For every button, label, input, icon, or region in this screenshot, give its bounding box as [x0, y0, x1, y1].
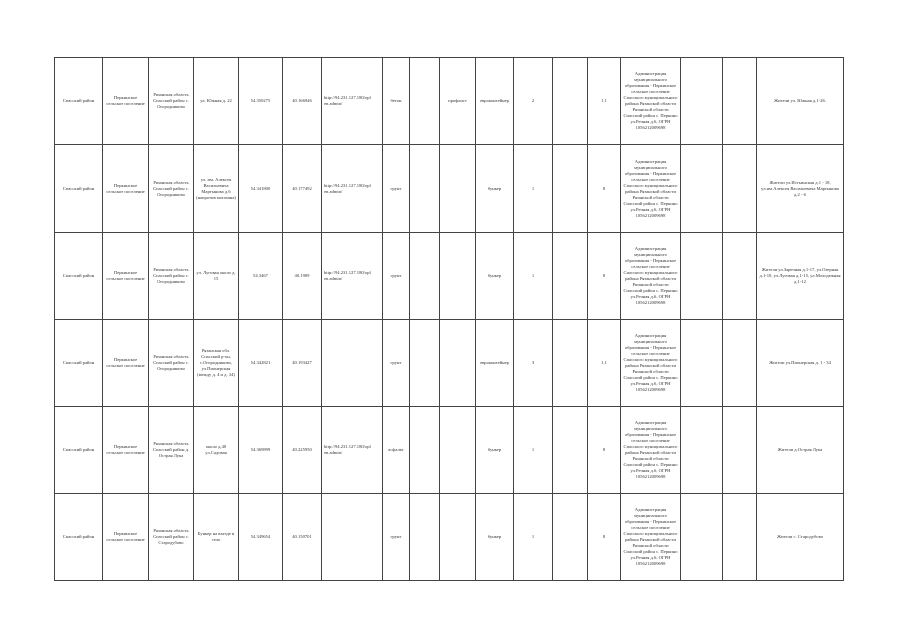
container-count-cell: 3 — [514, 320, 553, 407]
district-cell: Спасский район — [55, 407, 103, 494]
waste-sources-cell: Жители ул.Заречная д.1-17, ул.Озерная д.1-10, ул.Луговая д.1-15, ул.Молодежная д.1-12 — [757, 233, 844, 320]
table-row — [55, 494, 844, 581]
settlement-cell: Перкинское сельское поселение — [103, 58, 149, 145]
map-link-cell[interactable]: http://94.231.127.180/opl en.admin/ — [322, 233, 383, 320]
settlement-cell: Перкинское сельское поселение — [103, 494, 149, 581]
empty-cell — [681, 233, 723, 320]
empty-cell — [410, 145, 440, 233]
empty-cell — [410, 58, 440, 145]
empty-cell — [553, 320, 588, 407]
district-cell: Спасский район — [55, 58, 103, 145]
longitude-cell: 40.193427 — [283, 320, 322, 407]
container-type-cell: бункер — [476, 233, 514, 320]
longitude-cell: 40.166946 — [283, 58, 322, 145]
latitude-cell: 54.341800 — [239, 145, 283, 233]
container-count-cell: 1 — [514, 407, 553, 494]
container-count-cell: 1 — [514, 145, 553, 233]
empty-cell — [410, 494, 440, 581]
longitude-cell: 40.225950 — [283, 407, 322, 494]
empty-cell — [681, 494, 723, 581]
owner-cell: Администрация муниципального образования - Перкинское сельское поселение Спасского муниципального района Рязанской области Рязанской области Спасский район с. Перкино ул.Речная д.6, ОГРН 1056212009698 — [621, 407, 681, 494]
locality-cell: Рязанская область Спасский район с. Стародубово — [149, 494, 194, 581]
empty-cell — [553, 58, 588, 145]
empty-cell — [410, 233, 440, 320]
waste-sources-cell: Жители ул.Истьинская д.1 - 18, ул.им.Алексея Васильевича Мартынова д.2 - 6 — [757, 145, 844, 233]
table-row — [55, 407, 844, 494]
empty-cell — [723, 145, 757, 233]
empty-cell — [723, 407, 757, 494]
map-link-cell[interactable] — [322, 320, 383, 407]
container-type-cell: бункер — [476, 494, 514, 581]
owner-cell: Администрация муниципального образования - Перкинское сельское поселение Спасского муниципального района Рязанской области Рязанской области Спасский район с. Перкино ул.Речная д.6, ОГРН 1056212009698 — [621, 145, 681, 233]
waste-sources-cell: Жители ул.Пионерская д. 1 - 34 — [757, 320, 844, 407]
locality-cell: Рязанская область Спасский район с. Огородниково — [149, 233, 194, 320]
empty-cell — [553, 494, 588, 581]
map-link-cell[interactable]: http://94.231.127.180/opl en.admin/ — [322, 145, 383, 233]
latitude-cell: 54.350275 — [239, 58, 283, 145]
empty-cell — [410, 320, 440, 407]
longitude-cell: 40.150701 — [283, 494, 322, 581]
owner-cell: Администрация муниципального образования - Перкинское сельское поселение Спасского муниципального района Рязанской области Рязанской области Спасский район с. Перкино ул.Речная д.6, ОГРН 1056212009698 — [621, 58, 681, 145]
locality-cell: Рязанская область Спасский район д. Острая Лука — [149, 407, 194, 494]
surface-cell: бетон — [383, 58, 410, 145]
waste-sources-cell: Жители ул. Южная д.1-26. — [757, 58, 844, 145]
district-cell: Спасский район — [55, 320, 103, 407]
surface-cell: грунт — [383, 320, 410, 407]
container-type-cell: евроконтейнер — [476, 320, 514, 407]
settlement-cell: Перкинское сельское поселение — [103, 145, 149, 233]
settlement-cell: Перкинское сельское поселение — [103, 407, 149, 494]
empty-cell — [681, 407, 723, 494]
empty-cell — [723, 494, 757, 581]
map-link-cell[interactable]: http://94.231.127.180/opl en.admin/ — [322, 58, 383, 145]
container-type-cell: евроконтейнер — [476, 58, 514, 145]
table-row — [55, 233, 844, 320]
settlement-cell: Перкинское сельское поселение — [103, 233, 149, 320]
container-count-cell: 2 — [514, 58, 553, 145]
street-cell: Рязанская обл. Спасский р-он, с.Огородниково, ул.Пионерская (между д. 4 и д. 34) — [194, 320, 239, 407]
settlement-cell: Перкинское сельское поселение — [103, 320, 149, 407]
empty-cell — [410, 407, 440, 494]
container-volume-cell: 1.1 — [588, 58, 621, 145]
container-count-cell: 1 — [514, 494, 553, 581]
fence-cell — [440, 320, 476, 407]
longitude-cell: 40.177492 — [283, 145, 322, 233]
fence-cell — [440, 233, 476, 320]
empty-cell — [681, 58, 723, 145]
street-cell: Бункер на въезде в село — [194, 494, 239, 581]
container-count-cell: 1 — [514, 233, 553, 320]
latitude-cell: 54.3467 — [239, 233, 283, 320]
table-row — [55, 145, 844, 233]
locality-cell: Рязанская область Спасский район с. Огородниково — [149, 145, 194, 233]
empty-cell — [553, 407, 588, 494]
longitude-cell: 40.1909 — [283, 233, 322, 320]
fence-cell — [440, 494, 476, 581]
surface-cell: грунт — [383, 494, 410, 581]
street-cell: около д.40 ул.Садовая — [194, 407, 239, 494]
container-volume-cell: 8 — [588, 233, 621, 320]
latitude-cell: 54.349654 — [239, 494, 283, 581]
street-cell: ул. Южная д. 22 — [194, 58, 239, 145]
container-volume-cell: 8 — [588, 145, 621, 233]
surface-cell: асфальт — [383, 407, 410, 494]
map-link-cell[interactable]: http://94.231.127.180/opl en.admin/ — [322, 407, 383, 494]
container-volume-cell: 1.1 — [588, 320, 621, 407]
street-cell: ул. им. Алексея Васильевича Мартынова д.6 (напротив магазина) — [194, 145, 239, 233]
street-cell: ул. Луговая около д. 15 — [194, 233, 239, 320]
empty-cell — [723, 58, 757, 145]
fence-cell: профлист — [440, 58, 476, 145]
empty-cell — [553, 145, 588, 233]
owner-cell: Администрация муниципального образования - Перкинское сельское поселение Спасского муниципального района Рязанской области Рязанской области Спасский район с. Перкино ул.Речная д.6, ОГРН 1056212009698 — [621, 233, 681, 320]
empty-cell — [553, 233, 588, 320]
empty-cell — [681, 320, 723, 407]
waste-sources-cell: Жители с. Стародубово — [757, 494, 844, 581]
map-link-cell[interactable] — [322, 494, 383, 581]
waste-sources-cell: Жители д.Острая Лука — [757, 407, 844, 494]
table-row — [55, 58, 844, 145]
fence-cell — [440, 145, 476, 233]
owner-cell: Администрация муниципального образования - Перкинское сельское поселение Спасского муниципального района Рязанской области Рязанской области Спасский район с. Перкино ул.Речная д.6, ОГРН 1056212009698 — [621, 494, 681, 581]
district-cell: Спасский район — [55, 233, 103, 320]
container-type-cell: бункер — [476, 145, 514, 233]
latitude-cell: 54.369899 — [239, 407, 283, 494]
district-cell: Спасский район — [55, 494, 103, 581]
container-volume-cell: 8 — [588, 494, 621, 581]
container-type-cell: бункер — [476, 407, 514, 494]
empty-cell — [723, 233, 757, 320]
locality-cell: Рязанская область Спасский район с. Огородниково — [149, 320, 194, 407]
data-table — [54, 57, 844, 581]
container-volume-cell: 8 — [588, 407, 621, 494]
empty-cell — [681, 145, 723, 233]
locality-cell: Рязанская область Спасский район с. Огородниково — [149, 58, 194, 145]
table-row — [55, 320, 844, 407]
surface-cell: грунт — [383, 233, 410, 320]
fence-cell — [440, 407, 476, 494]
owner-cell: Администрация муниципального образования - Перкинское сельское поселение Спасского муниципального района Рязанской области Рязанской области Спасский район с. Перкино ул.Речная д.6, ОГРН 1056212009698 — [621, 320, 681, 407]
latitude-cell: 54.342821 — [239, 320, 283, 407]
empty-cell — [723, 320, 757, 407]
surface-cell: грунт — [383, 145, 410, 233]
district-cell: Спасский район — [55, 145, 103, 233]
